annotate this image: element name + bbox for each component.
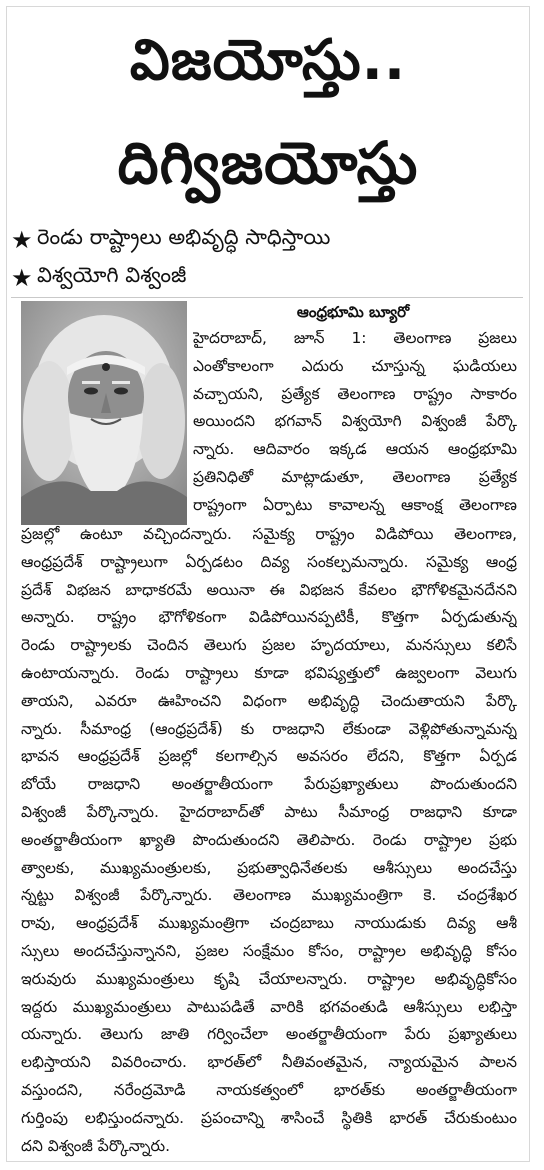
body-line: లభిస్తాయని వివరించారు. భారత్‌లో నీతివంతమైన, న్యాయమైన పాలన: [21, 1053, 517, 1072]
byline: ఆంధ్రభూమి బ్యూరో: [296, 303, 410, 321]
body-line: తాయని, ఎవరూ ఊహించని విధంగా అభివృద్ధి చెందుతాయని పేర్కొ: [21, 691, 517, 710]
body-line: ఇరువురు ముఖ్యమంత్రులు కృషి చేయాలన్నారు. రాష్ట్రాల అభివృద్ధికోసం: [21, 969, 517, 988]
subhead-2: [11, 259, 523, 297]
body-line: దని విశ్వంజీ పేర్కొన్నారు.: [21, 1136, 171, 1155]
headline-line-1: విజయోస్తు..: [129, 28, 407, 93]
article-body-top: [193, 325, 517, 520]
body-line: ఎంతోకాలంగా ఎదురు చూస్తున్న ఘడియలు: [193, 356, 517, 375]
body-line: స్సులు అందచేస్తున్నానని, ప్రజల సంక్షేమం కోసం, రాష్ట్రాల అభివృద్ధి కోసం: [21, 941, 517, 960]
portrait-photo: [21, 301, 187, 525]
body-line: బోయే రాజధాని అంతర్జాతీయంగా పేరుప్రఖ్యాతులు పొందుతుందని: [21, 775, 517, 794]
body-line: ప్రదేశ్ విభజన బాధాకరమే అయినా ఈ విభజన కేవలం భౌగోళికమైనదేనని: [21, 580, 517, 599]
star-icon: ★: [11, 264, 33, 292]
body-line: ఉంటాయన్నారు. రెండు రాష్ట్రాలు కూడా భవిష్యత్తులో ఉజ్వలంగా వెలుగు: [21, 663, 517, 682]
body-line: రెండు రాష్ట్రాలకు చెందిన తెలుగు ప్రజల హృదయాలు, మనస్సులు కలిసే: [21, 636, 517, 655]
body-line: గుర్తింపు లభిస్తుందన్నారు. ప్రపంచాన్ని శాసించే స్థితికి భారత్ చేరుకుంటుం: [21, 1108, 517, 1127]
body-line: రాష్ట్రంగా ఏర్పాటు కావాలన్న ఆకాంక్ష తెలంగాణ: [193, 495, 517, 514]
body-line: వచ్చాయని, ప్రత్యేక తెలంగాణ రాష్ట్రం సాకారం: [193, 384, 517, 403]
subhead-text: రెండు రాష్ట్రాలు అభివృద్ధి సాధిస్తాయి: [37, 225, 331, 249]
subhead-text: విశ్వయోగి విశ్వంజీ: [37, 263, 187, 287]
body-line: ప్రతినిధితో మాట్లాడుతూ, తెలంగాణ ప్రత్యేక: [193, 467, 517, 486]
body-line: యన్నారు. తెలుగు జాతి గర్వించేలా అంతర్జాతీయంగా పేరు ప్రఖ్యాతులు: [21, 1025, 517, 1044]
news-clipping: [6, 6, 530, 1162]
article-body: [21, 521, 517, 1160]
star-icon: ★: [11, 226, 33, 254]
body-line: అన్నారు. రాష్ట్రం భౌగోళికంగా విడిపోయినప్పటికీ, కొత్తగా ఏర్పడుతున్న: [21, 608, 517, 627]
body-line: అయిందని భగవాన్ విశ్వయోగి విశ్వంజీ పేర్కొ: [193, 412, 517, 431]
divider: [11, 297, 523, 298]
body-line: న్నారు. ఆదివారం ఇక్కడ ఆయన ఆంధ్రభూమి: [193, 440, 517, 459]
body-line: రావు, ఆంధ్రప్రదేశ్ ముఖ్యమంత్రిగా చంద్రబాబు నాయుడుకు దివ్య ఆశీ: [21, 914, 517, 933]
body-line: హైదరాబాద్, జూన్ 1: తెలంగాణ ప్రజలు: [193, 329, 517, 347]
body-line: న్నట్టు విశ్వంజీ పేర్కొన్నారు. తెలంగాణ ముఖ్యమంత్రిగా కె. చంద్రశేఖర: [21, 886, 517, 905]
body-line: ఆంధ్రప్రదేశ్ రాష్ట్రాలుగా ఏర్పడటం దివ్య సంకల్పమన్నారు. సమైక్య ఆంధ్ర: [21, 552, 517, 571]
portrait-photo-icon: [21, 301, 187, 525]
body-line: త్వాలకు, ముఖ్యమంత్రులకు, ప్రభుత్వాధినేతలకు ఆశీస్సులు అందచేస్తు: [21, 858, 517, 877]
body-line: అంతర్జాతీయంగా ఖ్యాతి పొందుతుందని తెలిపారు. రెండు రాష్ట్రాల ప్రభు: [21, 830, 517, 849]
body-line: విశ్వంజీ పేర్కొన్నారు. హైదరాబాద్‌తో పాటు సీమాంధ్ర రాజధాని కూడా: [21, 802, 517, 821]
body-line: న్నారు. సీమాంధ్ర (ఆంధ్రప్రదేశ్) కు రాజధాని లేకుండా వెళ్లిపోతున్నామన్న: [21, 719, 517, 738]
body-line: ప్రజల్లో ఉంటూ వచ్చిందన్నారు. సమైక్య రాష్ట్రం విడిపోయి తెలంగాణ,: [21, 525, 517, 543]
headline-line-2: దిగ్విజయోస్తు: [117, 129, 419, 197]
body-line: వస్తుందని, నరేంద్రమోడి నాయకత్వంలో భారత్‌కు అంతర్జాతీయంగా: [21, 1080, 517, 1099]
body-line: ఇద్దరు ముఖ్యమంత్రులు పాటుపడితే వారికి భగవంతుడి ఆశీస్సులు లభిస్తా: [21, 997, 517, 1016]
subhead-1: [11, 221, 523, 259]
subheads: [11, 221, 523, 297]
body-line: భావన ఆంధ్రప్రదేశ్ ప్రజల్లో కలగాల్సిన అవసరం లేదని, కొత్తగా ఏర్పడ: [21, 747, 517, 766]
